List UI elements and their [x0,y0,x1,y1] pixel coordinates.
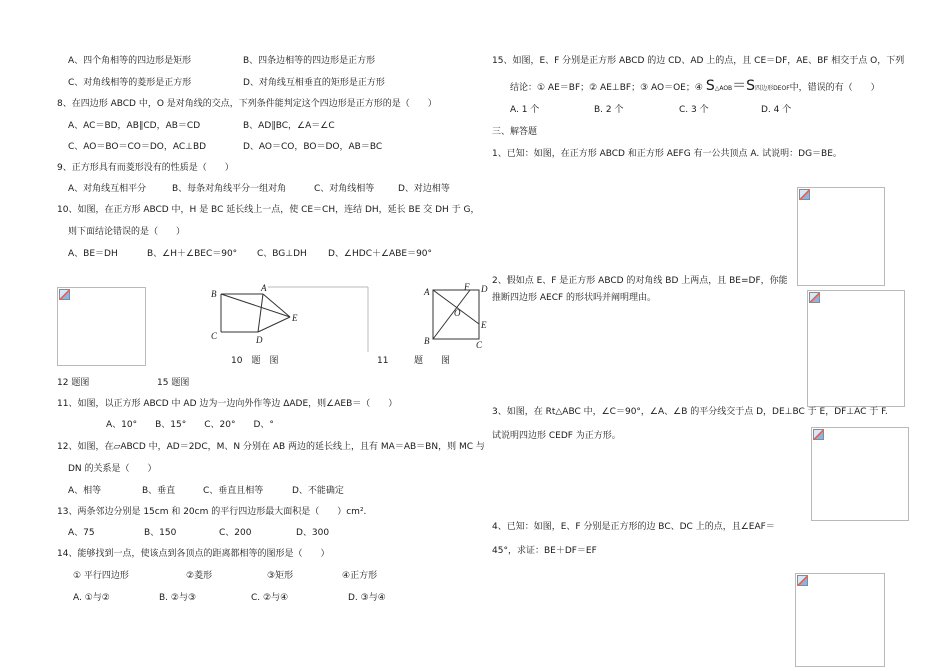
figure-12-placeholder [57,287,146,366]
section-3-heading: 三、解答题 [492,127,538,137]
image-placeholder-icon [813,429,824,440]
q8-option-c: C、AO＝BO＝CO＝DO，AC⊥BD [68,142,207,152]
fig10-label-d: D [256,335,263,345]
q9-stem: 9、正方形具有而菱形没有的性质是（ ） [57,163,234,173]
q15-area-sub2: 四边形DEOF [755,85,790,92]
figure-10-caption: 10 题 图 [231,356,279,366]
problem-2-line-2: 推断四边形 AECF 的形状吗并阐明理由。 [492,293,657,303]
q7-option-c: C、对角线相等的菱形是正方形 [68,78,192,88]
q14-item-4: ④正方形 [342,571,378,581]
q13-option-d: D、300 [296,528,330,538]
image-placeholder-icon [809,292,820,303]
q15-option-b: B. 2 个 [594,105,624,115]
q9-option-a: A、对角线互相平分 [68,184,147,194]
fig11-label-e: E [481,320,487,330]
q10-option-c: C、BG⊥DH [257,249,307,259]
figure-11-caption-text: 题 图 [414,356,451,366]
problem-2: 2、假如点 E、F 是正方形 ABCD 的对角线 BD 上两点，且 BE=DF，你能 [492,276,788,286]
q14-option-a: A. ①与② [73,593,110,603]
q8-option-b: B、AD∥BC，∠A＝∠C [243,121,335,131]
q13-option-c: C、200 [219,528,252,538]
q8-option-a: A、AC＝BD，AB∥CD，AB＝CD [68,121,201,131]
q9-option-b: B、每条对角线平分一组对角 [172,184,287,194]
image-placeholder-icon [59,289,70,300]
q10-stem-2: 则下面结论错误的是（ ） [68,227,186,237]
figure-10-diagram [208,282,378,352]
q15-option-d: D. 4 个 [761,105,792,115]
q11-options: A、10° B、15° C、20° D、° [106,420,274,430]
q15-area-eq: ＝S [732,78,756,94]
q12-option-c: C、垂直且相等 [203,486,264,496]
q13-stem: 13、两条邻边分别是 15cm 和 20cm 的平行四边形最大面积是（ ）cm². [57,507,367,517]
fig11-label-d: D [481,284,488,294]
q15-option-a: A. 1 个 [510,105,540,115]
q7-option-a: A、四个角相等的四边形是矩形 [68,56,192,66]
problem-4: 4、已知：如图，E、F 分别是正方形的边 BC、DC 上的点，且∠EAF＝ [492,522,775,532]
image-placeholder-icon [797,575,808,586]
q15-stem: 15、如图，E、F 分别是正方形 ABCD 的边 CD、AD 上的点，且 CE＝DF，AE、BF 相交于点 O，下列 [492,56,905,66]
problem-3: 3、如图，在 Rt△ABC 中，∠C＝90°，∠A、∠B 的平分线交于点 D，DE⊥BC 于 E，DF⊥AC 于 F. [492,407,888,417]
q15-option-c: C. 3 个 [679,105,709,115]
fig11-label-o: O [454,308,461,318]
q14-item-2: ②菱形 [186,571,213,581]
q10-option-d: D、∠HDC＋∠ABE＝90° [328,249,433,259]
q12-option-d: D、不能确定 [292,486,344,496]
q10-option-b: B、∠H＋∠BEC＝90° [147,249,238,259]
fig11-label-a: A [424,287,430,297]
figure-15-caption: 15 题图 [157,378,190,388]
q14-option-b: B. ②与③ [159,593,197,603]
fig11-label-c: C [476,340,483,350]
fig11-label-f: F [464,282,470,292]
q10-option-a: A、BE＝DH [68,249,118,259]
q8-stem: 8、在四边形 ABCD 中，O 是对角线的交点，下列条件能判定这个四边形是正方形的是（ ） [57,99,437,109]
q8-option-d: D、AO＝CO，BO＝DO，AB＝BC [243,142,383,152]
q12-stem: 12、如图，在▱ABCD 中，AD＝2DC，M、N 分别在 AB 两边的延长线上，且有 MA＝AB＝BN，则 MC 与 [57,442,485,452]
figure-11-caption-number: 11 [377,356,389,366]
q15-conclusions-tail: 中，错误的有（ ） [789,83,880,93]
q15-conclusions-text: 结论：① AE＝BF；② AE⊥BF；③ AO＝OE；④ [510,83,703,93]
q7-option-d: D、对角线互相垂直的矩形是正方形 [243,78,385,88]
fig11-label-b: B [424,336,430,346]
fig10-label-c: C [211,331,218,341]
q7-option-b: B、四条边相等的四边形是正方形 [243,56,376,66]
q15-conclusions [510,80,880,95]
problem-2-figure-placeholder [807,290,905,407]
fig10-label-b: B [211,289,217,299]
q12-option-a: A、相等 [68,486,102,496]
problem-4-line-2: 45°，求证：BE＋DF＝EF [492,546,597,556]
figure-11-diagram [424,284,494,354]
problem-1: 1、已知：如图，在正方形 ABCD 和正方形 AEFG 有一公共顶点 A. 试说明：DG＝BE。 [492,149,842,159]
image-placeholder-icon [799,189,810,200]
q9-option-d: D、对边相等 [398,184,450,194]
q14-stem: 14、能够找到一点，使该点到各顶点的距离都相等的图形是（ ） [57,549,330,559]
figure-12-caption: 12 题图 [57,378,90,388]
problem-1-figure-placeholder [797,187,885,286]
q13-option-b: B、150 [144,528,177,538]
q14-option-c: C. ②与④ [251,593,289,603]
q15-area-s1: S [705,78,715,94]
problem-4-figure-placeholder [795,573,885,667]
q12-stem-2: DN 的关系是（ ） [68,464,157,474]
q14-item-3: ③矩形 [267,571,294,581]
q14-item-1: ① 平行四边形 [73,571,129,581]
q13-option-a: A、75 [68,528,95,538]
q10-stem: 10、如图，在正方形 ABCD 中，H 是 BC 延长线上一点，使 CE＝CH，连结 DH，延长 BE 交 DH 于 G， [57,205,480,215]
q12-option-b: B、垂直 [142,486,176,496]
q9-option-c: C、对角线相等 [314,184,375,194]
q14-option-d: D. ③与④ [348,593,386,603]
fig10-label-a: A [261,283,267,293]
problem-3-figure-placeholder [811,427,909,521]
q11-stem: 11、如图，以正方形 ABCD 中 AD 边为一边向外作等边 ΔADE，则∠AEB＝（ ） [57,399,398,409]
q15-area-sub1: △AOB [714,85,733,92]
problem-3-line-2: 试说明四边形 CEDF 为正方形。 [492,431,621,441]
fig10-label-e: E [292,313,298,323]
